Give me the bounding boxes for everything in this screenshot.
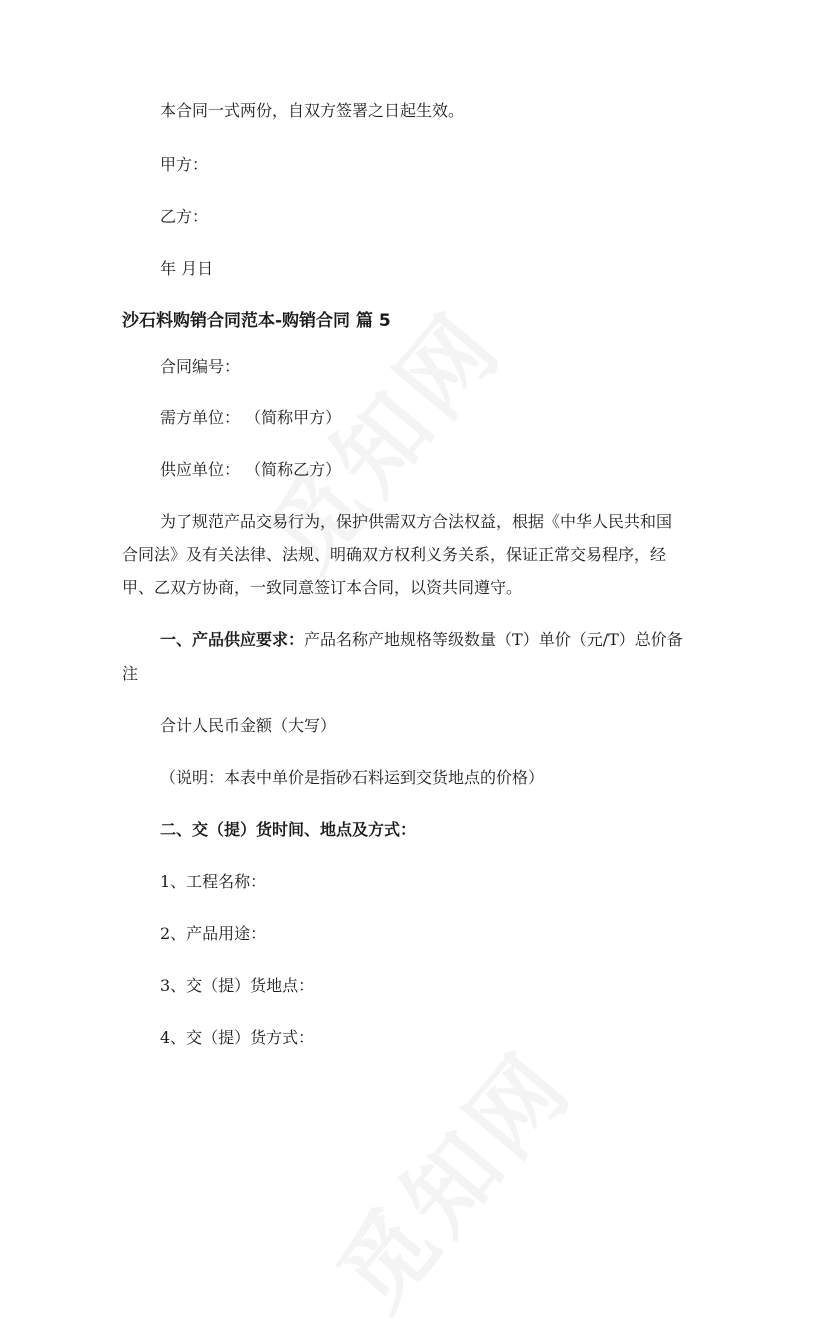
contract-number-label: 合同编号：	[160, 357, 241, 376]
section-title: 沙石料购销合同范本-购销合同 篇 5	[122, 311, 391, 331]
section-2-heading: 二、交（提）货时间、地点及方式：	[160, 820, 417, 839]
item-delivery-method: 4、交（提）货方式：	[160, 1028, 315, 1047]
party-a-label: 甲方：	[160, 155, 209, 174]
item-delivery-location: 3、交（提）货地点：	[160, 976, 315, 995]
preamble-line-3: 甲、乙双方协商，一致同意签订本合同，以资共同遵守。	[122, 578, 523, 597]
section-1-heading: 一、产品供应要求：	[160, 630, 305, 649]
watermark-bottom	[303, 1019, 597, 1333]
total-amount-label: 合计人民币金额（大写）	[160, 716, 337, 735]
item-project-name: 1、工程名称：	[160, 872, 267, 891]
section-1-line	[160, 630, 683, 650]
preamble-line-2: 合同法》及有关法律、法规、明确双方权利义务关系，保证正常交易程序，经	[122, 545, 667, 564]
preamble-line-1: 为了规范产品交易行为，保护供需双方合法权益，根据《中华人民共和国	[160, 512, 673, 531]
price-note: （说明：本表中单价是指砂石料运到交货地点的价格）	[160, 768, 545, 787]
party-b-label: 乙方：	[160, 207, 209, 226]
section-1-continuation: 注	[122, 664, 139, 683]
date-label: 年 月日	[160, 259, 214, 278]
buyer-unit-label: 需方单位： （简称甲方）	[160, 408, 342, 427]
supplier-unit-label: 供应单位： （简称乙方）	[160, 460, 342, 479]
section-1-text: 产品名称产地规格等级数量（T）单价（元/T）总价备	[304, 630, 683, 649]
item-product-use: 2、产品用途：	[160, 924, 267, 943]
effect-clause: 本合同一式两份，自双方签署之日起生效。	[160, 101, 465, 120]
